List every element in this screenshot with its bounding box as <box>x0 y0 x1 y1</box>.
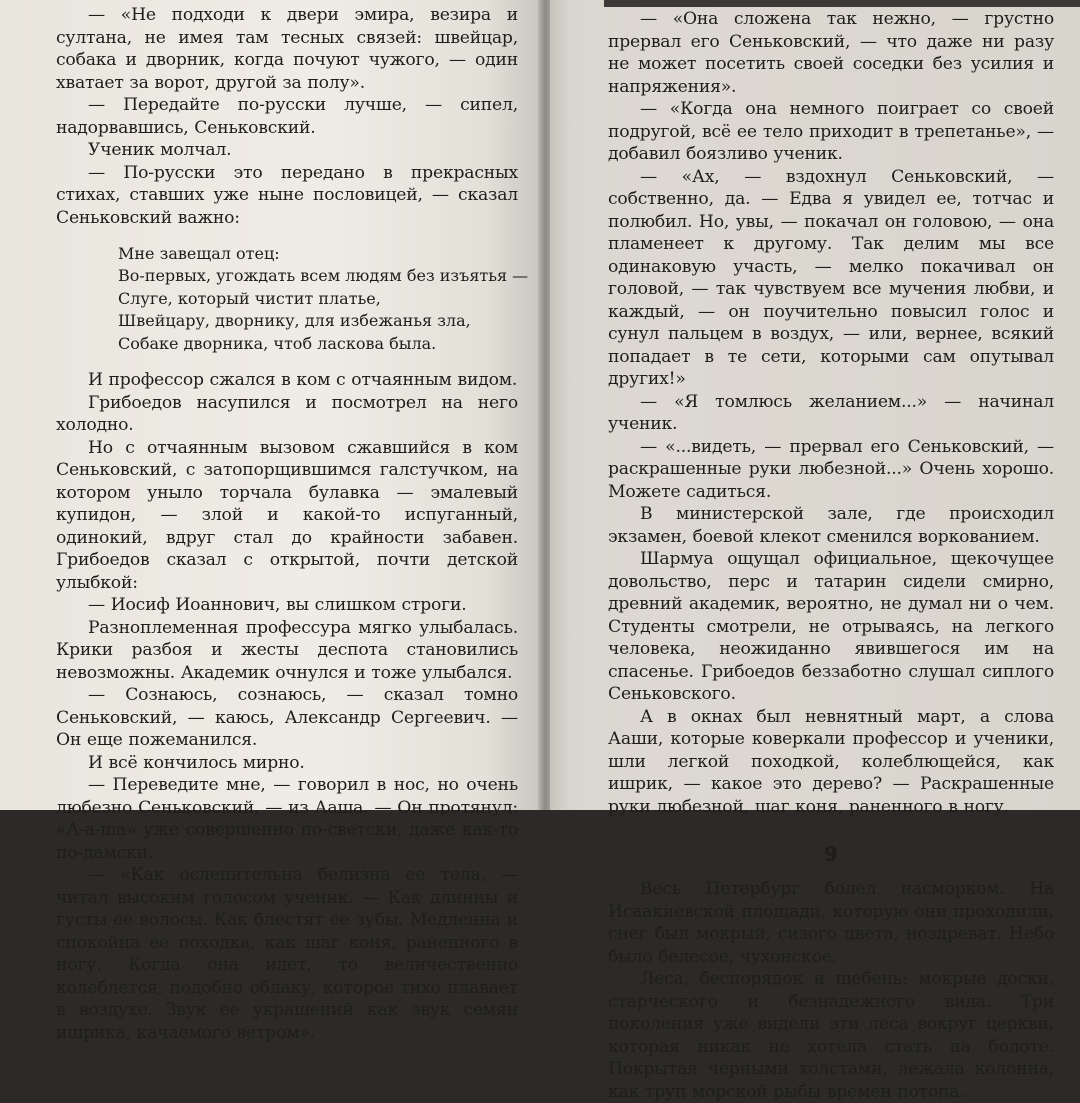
left-paragraph-6: Грибоедов насупился и посмотрел на него холодно. <box>56 392 518 436</box>
right-paragraph-7: Шармуа ощущал официальное, щекочущее довольство, перс и татарин сидели смирно, древний академик, вероятно, не думал ни о чем. Студенты смотрели, не отрываясь, на легкого человека, неожиданно явившегося им на спасенье. Грибоедов беззаботно слушал сиплого Сеньковского. <box>608 549 1054 704</box>
left-paragraph-3: Ученик молчал. <box>88 140 232 160</box>
right-page <box>550 0 1080 1102</box>
poem-line: Слуге, который чистит платье, <box>118 288 381 308</box>
left-paragraph-4: — По-русски это передано в прекрасных стихах, ставших уже ныне пословицей, — сказал Сеньковский важно: <box>56 162 518 228</box>
right-paragraph-5: — «...видеть, — прервал его Сеньковский, — раскрашенные руки любезной...» Очень хорошо. Можете садиться. <box>608 436 1054 502</box>
poem-quote <box>118 243 529 355</box>
poem-line: Во-первых, угождать всем людям без изъятья — <box>118 266 529 286</box>
left-paragraph-1: — «Не подходи к двери эмира, везира и султана, не имея там тесных связей: швейцар, собака и дворник, когда почуют чужого, — один хватает за ворот, другой за полу». <box>56 5 518 93</box>
left-paragraph-12: — Переведите мне, — говорил в нос, но очень любезно Сеньковский, — из Ааша. — Он протянул: «А-а-ша» уже совершенно по-светски, даже как-то по-дамски. <box>56 775 518 863</box>
page-top-rule <box>604 0 1080 7</box>
left-paragraph-2: — Передайте по-русски лучше, — сипел, надорвавшись, Сеньковский. <box>56 95 518 138</box>
right-paragraph-10: Леса, беспорядок и щебень; мокрые доски, старческого и безнадежного вида. Три поколения уже видели эти леса вокруг церкви, которая никак не хотела стать на болоте. Покрытая черными холстами, лежала колонна, как труп морской рыбы времен потопа. <box>608 969 1054 1102</box>
left-paragraph-11: И всё кончилось мирно. <box>88 752 305 773</box>
left-paragraph-8: — Иосиф Иоаннович, вы слишком строги. <box>88 595 467 616</box>
right-paragraph-9: Весь Петербург болел насморком. На Исаакиевской площади, которую они проходили, снег был мокрый, сизого цвета, ноздреват. Небо было белесое, чухонское. <box>608 879 1054 967</box>
right-paragraph-2: — «Когда она немного поиграет со своей подругой, всё ее тело приходит в трепетанье», — добавил боязливо ученик. <box>608 99 1054 164</box>
left-page <box>0 0 540 1043</box>
left-paragraph-5: И профессор сжался в ком с отчаянным видом. <box>88 370 518 391</box>
right-paragraph-4: — «Я томлюсь желанием...» — начинал ученик. <box>608 391 1054 434</box>
right-paragraph-6: В министерской зале, где происходил экзамен, боевой клекот сменился воркованием. <box>608 504 1054 547</box>
poem-line: Швейцару, дворнику, для избежанья зла, <box>118 311 471 331</box>
poem-line: Мне завещал отец: <box>118 244 280 263</box>
left-paragraph-7: Но с отчаянным вызовом сжавшийся в ком Сеньковский, с затопорщившимся галстучком, на котором уныло торчала булавка — эмалевый купидон, — злой и какой-то испуганный, одинокий, вдруг стал до крайности забавен. Грибоедов сказал с открытой, почти детской улыбкой: <box>56 437 518 593</box>
poem-line: Собаке дворника, чтоб ласкова была. <box>118 333 437 353</box>
right-paragraph-3: — «Ах, — вздохнул Сеньковский, — собственно, да. — Едва я увидел ее, тотчас и полюбил. Но, увы, — покачал он головою, — она пламенеет к другому. Так делим мы все одинаковую участь, — мелко покачивал он головой, — так чувствуем все мучения любви, и каждый, — он поучительно повысил голос и сунул пальцем в воздух, — или, вернее, всякий попадает в те сети, которыми сам опутывал других!» <box>608 166 1054 389</box>
left-paragraph-9: Разноплеменная профессура мягко улыбалась. Крики разбоя и жесты деспота становились невозможны. Академик очнулся и тоже улыбался. <box>56 617 518 683</box>
right-paragraph-1: — «Она сложена так нежно, — грустно прервал его Сеньковский, — что даже ни разу не может посетить своей соседки без усилия и напряжения». <box>608 9 1054 97</box>
left-paragraph-13: — «Как ослепительна белизна ее тела, — читал высоким голосом ученик. — Как длинны и густы ее волосы. Как блестят ее зубы. Медленна и спокойна ее походка, как шаг коня, раненного в ногу. Когда она идет, то величественно колеблется, подобно облаку, которое тихо плавает в воздухе. Звук ее украшений как звук семян ишрика, качаемого ветром». <box>56 865 518 1043</box>
left-paragraph-10: — Сознаюсь, сознаюсь, — сказал томно Сеньковский, — каюсь, Александр Сергеевич. — Он еще пожеманился. <box>56 685 518 751</box>
right-paragraph-8: А в окнах был невнятный март, а слова Ааши, которые коверкали профессор и ученики, шли легкой походкой, колеблющейся, как ишрик, — какое это дерево? — Раскрашенные руки любезной, шаг коня, раненного в ногу. <box>608 706 1054 817</box>
chapter-number: 9 <box>824 842 838 866</box>
